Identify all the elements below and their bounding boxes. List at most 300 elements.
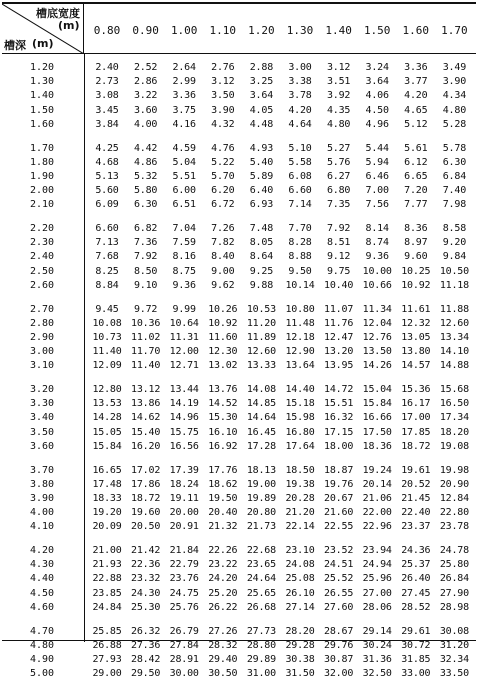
volume-cell: 14.64	[246, 412, 276, 424]
volume-cell: 29.14	[362, 625, 392, 637]
volume-cell: 28.20	[285, 625, 315, 637]
volume-cell: 28.80	[246, 639, 276, 651]
depth-unit: (m)	[32, 37, 54, 50]
volume-cell: 4.48	[249, 118, 274, 130]
volume-cell: 8.84	[95, 279, 119, 291]
volume-cell: 5.76	[326, 156, 351, 168]
volume-cell: 4.59	[172, 142, 196, 154]
volume-cell: 8.36	[404, 223, 428, 234]
volume-cell: 7.04	[172, 223, 196, 234]
depth-cell: 1.90	[30, 170, 55, 182]
volume-cell: 9.88	[249, 279, 274, 291]
volume-cell: 4.25	[95, 142, 119, 154]
volume-cell: 24.30	[131, 587, 161, 599]
volume-cell: 3.24	[365, 62, 389, 73]
volume-cell: 9.75	[326, 265, 351, 277]
volume-cell: 12.76	[362, 331, 392, 343]
width-label: 槽底宽度	[36, 7, 80, 20]
volume-cell: 4.20	[288, 104, 312, 116]
volume-cell: 24.51	[324, 559, 354, 571]
volume-cell: 28.32	[208, 639, 238, 651]
volume-cell: 7.00	[365, 185, 389, 197]
volume-cell: 3.38	[288, 76, 312, 88]
volume-cell: 6.80	[326, 185, 351, 197]
volume-cell: 20.00	[169, 507, 199, 519]
volume-cell: 15.30	[208, 412, 238, 424]
depth-cell: 4.10	[30, 521, 55, 533]
volume-cell: 32.34	[439, 653, 469, 665]
volume-cell: 15.84	[362, 398, 392, 410]
volume-cell: 16.17	[401, 398, 431, 410]
volume-cell: 10.50	[439, 265, 469, 277]
volume-cell: 8.97	[404, 237, 428, 249]
volume-cell: 28.52	[401, 601, 431, 613]
volume-cell: 22.36	[131, 559, 161, 571]
width-header-cell: 1.10	[209, 24, 237, 37]
volume-cell: 15.98	[285, 412, 315, 424]
volume-cell: 6.20	[211, 185, 235, 197]
volume-cell: 14.85	[246, 398, 276, 410]
volume-cell: 21.93	[92, 559, 122, 571]
volume-cell: 2.52	[133, 62, 158, 73]
depth-cell: 4.30	[30, 559, 55, 571]
volume-cell: 15.68	[439, 384, 469, 395]
volume-cell: 3.12	[211, 76, 235, 88]
volume-cell: 20.91	[169, 521, 199, 533]
volume-cell: 25.30	[131, 601, 161, 613]
depth-cell: 2.80	[30, 317, 55, 329]
volume-cell: 14.57	[401, 360, 431, 372]
volume-cell: 20.90	[439, 478, 469, 490]
volume-cell: 10.53	[246, 303, 276, 315]
volume-cell: 3.49	[442, 62, 467, 73]
volume-cell: 4.80	[442, 104, 467, 116]
volume-cell: 5.28	[442, 118, 467, 130]
depth-cell: 4.00	[30, 507, 55, 519]
volume-cell: 5.40	[249, 156, 274, 168]
volume-cell: 7.56	[365, 199, 389, 211]
volume-cell: 11.02	[131, 331, 161, 343]
volume-cell: 22.14	[285, 521, 315, 533]
volume-cell: 4.00	[133, 118, 158, 130]
volume-cell: 22.55	[324, 521, 354, 533]
volume-cell: 19.00	[246, 478, 276, 490]
volume-cell: 14.10	[439, 346, 469, 358]
depth-cell: 4.70	[30, 625, 55, 637]
volume-cell: 7.92	[133, 251, 158, 263]
volume-cell: 12.80	[92, 384, 122, 395]
volume-cell: 9.50	[288, 265, 312, 277]
volume-cell: 11.70	[131, 346, 161, 358]
volume-cell: 16.65	[92, 464, 122, 476]
volume-cell: 19.08	[439, 440, 469, 452]
depth-cell: 2.60	[30, 279, 55, 291]
volume-cell: 29.40	[208, 653, 238, 665]
depth-cell: 3.70	[30, 464, 55, 476]
volume-cell: 24.36	[401, 545, 431, 556]
depth-cell: 2.50	[30, 265, 55, 277]
volume-cell: 3.22	[133, 90, 158, 102]
volume-cell: 18.87	[324, 464, 354, 476]
depth-cell: 3.40	[30, 412, 55, 424]
volume-cell: 26.84	[439, 573, 469, 585]
volume-cell: 3.78	[288, 90, 312, 102]
volume-cell: 13.86	[131, 398, 161, 410]
volume-cell: 26.55	[324, 587, 354, 599]
volume-cell: 11.61	[401, 303, 431, 315]
volume-cell: 6.30	[442, 156, 467, 168]
volume-cell: 13.02	[208, 360, 238, 372]
volume-cell: 3.25	[249, 76, 274, 88]
volume-cell: 12.09	[92, 360, 122, 372]
depth-label: 槽深	[4, 39, 26, 52]
volume-cell: 24.78	[439, 545, 469, 556]
volume-cell: 3.64	[249, 90, 274, 102]
depth-cell: 4.50	[30, 587, 55, 599]
volume-cell: 10.00	[362, 265, 392, 277]
volume-cell: 31.20	[439, 639, 469, 651]
volume-cell: 12.60	[439, 317, 469, 329]
volume-cell: 22.00	[362, 507, 392, 519]
depth-cell: 2.30	[30, 237, 55, 249]
volume-cell: 4.68	[95, 156, 119, 168]
volume-cell: 3.64	[365, 76, 389, 88]
volume-cell: 9.62	[211, 279, 235, 291]
volume-cell: 2.86	[133, 76, 158, 88]
volume-cell: 13.80	[401, 346, 431, 358]
volume-cell: 19.98	[439, 464, 469, 476]
volume-cell: 24.84	[92, 601, 122, 613]
volume-cell: 8.05	[249, 237, 274, 249]
volume-cell: 4.86	[133, 156, 158, 168]
volume-cell: 21.32	[208, 521, 238, 533]
volume-cell: 2.99	[172, 76, 196, 88]
volume-cell: 5.12	[404, 118, 428, 130]
volume-cell: 20.80	[246, 507, 276, 519]
volume-cell: 20.67	[324, 492, 354, 504]
volume-cell: 30.08	[439, 625, 469, 637]
depth-cell: 3.50	[30, 426, 55, 438]
volume-cell: 15.84	[92, 440, 122, 452]
volume-cell: 17.86	[131, 478, 161, 490]
volume-cell: 14.26	[362, 360, 392, 372]
volume-cell: 17.28	[246, 440, 276, 452]
volume-cell: 19.89	[246, 492, 276, 504]
volume-cell: 21.60	[324, 507, 354, 519]
volume-cell: 6.84	[442, 170, 467, 182]
volume-cell: 17.34	[439, 412, 469, 424]
volume-cell: 10.36	[131, 317, 161, 329]
volume-cell: 24.20	[208, 573, 238, 585]
volume-cell: 13.76	[208, 384, 238, 395]
depth-cell: 1.80	[30, 156, 55, 168]
volume-cell: 5.58	[288, 156, 312, 168]
volume-cell: 27.84	[169, 639, 199, 651]
volume-cell: 27.14	[285, 601, 315, 613]
volume-cell: 7.40	[442, 185, 467, 197]
volume-cell: 5.78	[442, 142, 467, 154]
volume-cell: 6.51	[172, 199, 196, 211]
volume-cell: 3.36	[172, 90, 196, 102]
volume-cell: 3.90	[442, 76, 467, 88]
depth-cell: 4.80	[30, 639, 55, 651]
volume-cell: 10.80	[285, 303, 315, 315]
excavation-volume-table	[2, 2, 476, 679]
volume-cell: 3.36	[404, 62, 428, 73]
volume-cell: 2.64	[172, 62, 196, 73]
volume-cell: 26.88	[92, 639, 122, 651]
volume-cell: 12.04	[362, 317, 392, 329]
volume-cell: 14.52	[208, 398, 238, 410]
volume-cell: 16.32	[324, 412, 354, 424]
volume-cell: 16.56	[169, 440, 199, 452]
volume-cell: 13.12	[131, 384, 161, 395]
volume-cell: 18.33	[92, 492, 122, 504]
volume-cell: 12.47	[324, 331, 354, 343]
volume-cell: 32.50	[362, 668, 392, 679]
volume-cell: 6.82	[133, 223, 158, 234]
volume-cell: 14.19	[169, 398, 199, 410]
volume-cell: 11.60	[208, 331, 238, 343]
volume-cell: 7.48	[249, 223, 274, 234]
volume-cell: 22.68	[246, 545, 276, 556]
volume-cell: 3.84	[95, 118, 119, 130]
volume-cell: 16.20	[131, 440, 161, 452]
volume-cell: 5.89	[249, 170, 274, 182]
volume-cell: 10.26	[208, 303, 238, 315]
volume-cell: 26.79	[169, 625, 199, 637]
volume-cell: 4.64	[288, 118, 312, 130]
volume-cell: 10.25	[401, 265, 431, 277]
volume-cell: 7.35	[326, 199, 351, 211]
volume-cell: 15.05	[92, 426, 122, 438]
volume-cell: 8.88	[288, 251, 312, 263]
volume-cell: 8.58	[442, 223, 467, 234]
volume-cell: 13.64	[285, 360, 315, 372]
volume-cell: 25.37	[401, 559, 431, 571]
volume-cell: 4.96	[365, 118, 389, 130]
volume-cell: 5.80	[133, 185, 158, 197]
width-header-cell: 1.70	[441, 24, 468, 37]
volume-cell: 18.62	[208, 478, 238, 490]
volume-cell: 19.61	[401, 464, 431, 476]
volume-cell: 7.59	[172, 237, 196, 249]
volume-cell: 31.85	[401, 653, 431, 665]
depth-cell: 4.60	[30, 601, 55, 613]
volume-cell: 21.45	[401, 492, 431, 504]
volume-cell: 26.68	[246, 601, 276, 613]
volume-cell: 28.98	[439, 601, 469, 613]
volume-cell: 4.06	[365, 90, 389, 102]
volume-cell: 22.40	[401, 507, 431, 519]
volume-cell: 4.42	[133, 142, 158, 154]
depth-cell: 1.30	[30, 76, 55, 88]
width-header-cell: 1.40	[325, 24, 352, 37]
depth-cell: 3.10	[30, 360, 55, 372]
volume-cell: 31.36	[362, 653, 392, 665]
volume-cell: 27.93	[92, 653, 122, 665]
volume-cell: 24.64	[246, 573, 276, 585]
volume-cell: 25.76	[169, 601, 199, 613]
volume-cell: 18.20	[439, 426, 469, 438]
volume-cell: 13.44	[169, 384, 199, 395]
volume-cell: 13.20	[324, 346, 354, 358]
volume-cell: 12.00	[169, 346, 199, 358]
volume-cell: 12.32	[401, 317, 431, 329]
volume-cell: 17.15	[324, 426, 354, 438]
volume-cell: 23.94	[362, 545, 392, 556]
volume-cell: 28.91	[169, 653, 199, 665]
volume-cell: 4.34	[442, 90, 467, 102]
volume-cell: 10.92	[401, 279, 431, 291]
volume-cell: 25.96	[362, 573, 392, 585]
volume-cell: 3.92	[326, 90, 351, 102]
volume-cell: 15.04	[362, 384, 392, 395]
volume-cell: 10.14	[285, 279, 315, 291]
volume-cell: 5.60	[95, 185, 119, 197]
volume-cell: 7.98	[442, 199, 467, 211]
volume-cell: 4.65	[404, 104, 428, 116]
volume-cell: 3.08	[95, 90, 119, 102]
volume-cell: 10.73	[92, 331, 122, 343]
volume-cell: 7.82	[211, 237, 235, 249]
volume-cell: 26.40	[401, 573, 431, 585]
volume-cell: 11.48	[285, 317, 315, 329]
volume-cell: 4.05	[249, 104, 274, 116]
volume-cell: 17.85	[401, 426, 431, 438]
volume-cell: 30.72	[401, 639, 431, 651]
volume-cell: 8.28	[288, 237, 312, 249]
volume-cell: 20.14	[362, 478, 392, 490]
depth-cell: 3.30	[30, 398, 55, 410]
depth-cell: 1.50	[30, 104, 55, 116]
volume-cell: 6.27	[326, 170, 351, 182]
depth-cell: 4.40	[30, 573, 55, 585]
volume-cell: 7.70	[288, 223, 312, 234]
depth-cell: 2.90	[30, 331, 55, 343]
volume-cell: 18.13	[246, 464, 276, 476]
volume-cell: 5.04	[172, 156, 196, 168]
volume-cell: 7.77	[404, 199, 428, 211]
volume-cell: 8.40	[211, 251, 235, 263]
volume-cell: 7.92	[326, 223, 351, 234]
volume-cell: 10.64	[169, 317, 199, 329]
volume-cell: 20.28	[285, 492, 315, 504]
depth-cell: 4.20	[30, 545, 55, 556]
volume-cell: 18.24	[169, 478, 199, 490]
volume-cell: 19.76	[324, 478, 354, 490]
volume-cell: 6.93	[249, 199, 274, 211]
volume-cell: 26.10	[285, 587, 315, 599]
volume-cell: 5.13	[95, 170, 119, 182]
volume-cell: 11.31	[169, 331, 199, 343]
width-header-cell: 1.20	[248, 24, 275, 37]
volume-cell: 23.76	[169, 573, 199, 585]
bottom-rule	[2, 640, 476, 641]
volume-cell: 16.10	[208, 426, 238, 438]
volume-cell: 3.75	[172, 104, 196, 116]
volume-cell: 6.00	[172, 185, 196, 197]
volume-cell: 29.61	[401, 625, 431, 637]
volume-cell: 28.67	[324, 625, 354, 637]
width-unit: (m)	[58, 19, 80, 32]
volume-cell: 12.18	[285, 331, 315, 343]
volume-cell: 5.10	[288, 142, 312, 154]
volume-cell: 3.90	[211, 104, 235, 116]
volume-cell: 15.36	[401, 384, 431, 395]
volume-cell: 4.76	[211, 142, 235, 154]
volume-cell: 23.32	[131, 573, 161, 585]
volume-cell: 15.75	[169, 426, 199, 438]
depth-cell: 3.80	[30, 478, 55, 490]
volume-cell: 21.84	[169, 545, 199, 556]
volume-cell: 6.46	[365, 170, 389, 182]
volume-cell: 19.50	[208, 492, 238, 504]
volume-cell: 10.40	[324, 279, 354, 291]
volume-cell: 27.36	[131, 639, 161, 651]
volume-cell: 20.50	[131, 521, 161, 533]
volume-cell: 22.79	[169, 559, 199, 571]
volume-cell: 17.39	[169, 464, 199, 476]
volume-cell: 23.10	[285, 545, 315, 556]
volume-cell: 17.00	[401, 412, 431, 424]
volume-cell: 3.60	[133, 104, 158, 116]
width-header-cell: 1.60	[402, 24, 430, 37]
width-header-cell: 0.90	[132, 24, 159, 37]
volume-cell: 7.13	[95, 237, 119, 249]
volume-cell: 10.92	[208, 317, 238, 329]
volume-cell: 18.00	[324, 440, 354, 452]
volume-cell: 20.52	[401, 478, 431, 490]
volume-cell: 9.45	[95, 303, 119, 315]
volume-cell: 19.24	[362, 464, 392, 476]
volume-cell: 25.85	[92, 625, 122, 637]
volume-cell: 21.20	[285, 507, 315, 519]
volume-cell: 30.50	[208, 668, 238, 679]
volume-cell: 10.08	[92, 317, 122, 329]
volume-cell: 26.22	[208, 601, 238, 613]
volume-cell: 15.40	[131, 426, 161, 438]
volume-cell: 12.60	[246, 346, 276, 358]
volume-cell: 8.64	[249, 251, 274, 263]
volume-cell: 12.30	[208, 346, 238, 358]
depth-cell: 1.60	[30, 118, 55, 130]
volume-cell: 27.00	[362, 587, 392, 599]
volume-cell: 22.88	[92, 573, 122, 585]
volume-cell: 4.80	[326, 118, 351, 130]
volume-cell: 13.53	[92, 398, 122, 410]
width-header-cell: 1.50	[363, 24, 391, 37]
volume-cell: 4.93	[249, 142, 274, 154]
vertical-rule	[84, 54, 85, 642]
volume-cell: 23.78	[439, 521, 469, 533]
volume-cell: 13.95	[324, 360, 354, 372]
volume-cell: 11.76	[324, 317, 354, 329]
volume-cell: 28.42	[131, 653, 161, 665]
volume-cell: 5.70	[211, 170, 235, 182]
volume-cell: 9.12	[326, 251, 351, 263]
volume-cell: 22.96	[362, 521, 392, 533]
depth-cell: 2.10	[30, 199, 55, 211]
depth-cell: 3.90	[30, 492, 55, 504]
volume-cell: 19.20	[92, 507, 122, 519]
volume-cell: 24.94	[362, 559, 392, 571]
volume-cell: 4.16	[172, 118, 196, 130]
volume-cell: 27.60	[324, 601, 354, 613]
volume-cell: 4.50	[365, 104, 389, 116]
volume-cell: 23.22	[208, 559, 238, 571]
volume-cell: 8.25	[95, 265, 119, 277]
